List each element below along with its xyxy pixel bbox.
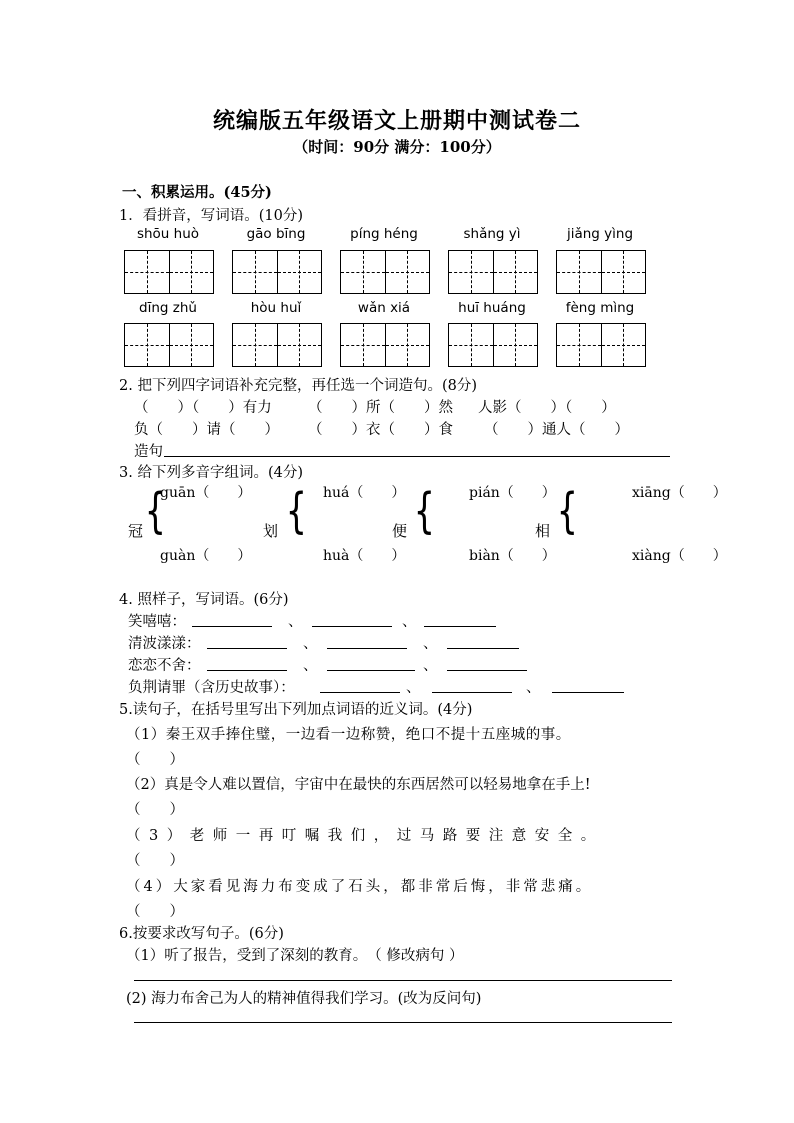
answer-line[interactable] [207,670,287,671]
polyphone-top[interactable]: pián（ ） [469,485,556,501]
pattern-word: 恋恋不舍： [128,658,201,674]
answer-line[interactable] [320,692,400,693]
answer-parens[interactable]: （ ） [126,904,184,920]
pattern-word: 笑嘻嘻： [128,614,186,630]
polyphone-bottom[interactable]: xiàng（ ） [632,548,727,564]
answer-line[interactable] [164,456,670,457]
writing-grid[interactable] [340,323,430,367]
polyphone-char: 便 [392,522,408,540]
separator: 、 [423,658,438,674]
answer-line[interactable] [552,692,624,693]
writing-grid[interactable] [556,323,646,367]
writing-grid[interactable] [448,323,538,367]
polyphone-char: 划 [263,522,279,540]
q2-item[interactable]: （ ）所（ ）然 [308,400,453,416]
polyphone-top[interactable]: xiāng（ ） [632,485,727,501]
pinyin-label: huī huáng [458,300,526,316]
polyphone-char: 相 [535,522,551,540]
q6-item: (2) 海力布舍己为人的精神值得我们学习。(改为反问句) [126,991,482,1007]
pattern-word: 清波漾漾： [128,636,201,652]
separator: 、 [402,614,417,630]
answer-parens[interactable]: （ ） [126,752,184,768]
polyphone-bottom[interactable]: huà（ ） [323,548,406,564]
q2-item[interactable]: （ ）（ ）有力 [134,400,272,416]
q4-label: 4. 照样子，写词语。(6分) [119,592,289,608]
page-subtitle: （时间：90分 满分：100分） [293,138,501,156]
brace-icon: { [144,483,166,539]
q2-item[interactable]: （ ）衣（ ）食 [308,422,453,438]
pinyin-label: shǎng yì [463,226,521,242]
pinyin-label: fèng mìng [565,300,635,316]
q5-sentence: （4）大家看见海力布变成了石头，都非常后悔，非常悲痛。 [126,879,594,895]
section-1-heading: 一、积累运用。(45分) [122,184,272,201]
pinyin-label: wǎn xiá [357,300,411,316]
q6-label: 6.按要求改写句子。(6分) [119,926,284,942]
q5-sentence: （2）真是令人难以置信，宇宙中在最快的东西居然可以轻易地拿在手上! [126,777,591,793]
writing-grid[interactable] [232,323,322,367]
q5-label: 5.读句子，在括号里写出下列加点词语的近义词。(4分) [119,702,473,718]
answer-line[interactable] [327,648,407,649]
answer-line[interactable] [207,648,287,649]
q2-item[interactable]: 负（ ）请（ ） [134,422,279,438]
writing-grid[interactable] [556,250,646,294]
q1-label: 1．看拼音，写词语。(10分) [119,208,303,224]
separator: 、 [303,636,318,652]
answer-line[interactable] [432,692,512,693]
writing-grid[interactable] [232,250,322,294]
separator: 、 [303,658,318,674]
q6-item: （1）听了报告，受到了深刻的教育。 （ 修改病句 ） [126,948,464,964]
writing-grid[interactable] [340,250,430,294]
q2-item[interactable]: 人影（ ）（ ） [478,400,616,416]
brace-icon: { [285,483,307,539]
answer-line[interactable] [424,626,496,627]
brace-icon: { [413,483,435,539]
q5-sentence: （1）秦王双手捧住璧，一边看一边称赞，绝口不提十五座城的事。 [126,727,571,743]
pinyin-label: shōu huò [136,226,200,242]
pinyin-label: píng héng [350,226,418,242]
pattern-word: 负荆请罪（含历史故事）： [128,680,295,696]
answer-line[interactable] [312,626,392,627]
page-title: 统编版五年级语文上册期中测试卷二 [212,108,581,134]
writing-grid[interactable] [124,323,214,367]
polyphone-char: 冠 [128,522,144,540]
pinyin-label: dīng zhǔ [139,300,197,316]
polyphone-top[interactable]: huá（ ） [323,485,406,501]
answer-line[interactable] [192,626,272,627]
polyphone-top[interactable]: guān（ ） [160,485,252,501]
q2-item[interactable]: （ ）通人（ ） [484,422,629,438]
brace-icon: { [556,483,578,539]
answer-parens[interactable]: （ ） [126,802,184,818]
answer-line[interactable] [134,980,672,981]
q3-label: 3. 给下列多音字组词。(4分) [119,465,303,481]
pinyin-label: hòu huǐ [250,300,302,316]
make-sentence-label: 造句 [134,444,163,460]
separator: 、 [423,636,438,652]
answer-line[interactable] [134,1022,672,1023]
polyphone-bottom[interactable]: guàn（ ） [160,548,252,564]
answer-parens[interactable]: （ ） [126,853,184,869]
separator: 、 [406,680,421,696]
answer-line[interactable] [447,670,527,671]
writing-grid[interactable] [124,250,214,294]
q5-sentence: （3）老师一再叮嘱我们，过马路要注意安全。 [126,828,604,844]
pinyin-label: jiǎng yìng [566,226,634,242]
answer-line[interactable] [447,648,519,649]
answer-line[interactable] [327,670,415,671]
separator: 、 [288,614,303,630]
q2-label: 2. 把下列四字词语补充完整，再任选一个词造句。(8分) [119,378,477,394]
pinyin-label: gāo bīng [246,226,306,242]
writing-grid[interactable] [448,250,538,294]
separator: 、 [526,680,541,696]
polyphone-bottom[interactable]: biàn（ ） [469,548,556,564]
